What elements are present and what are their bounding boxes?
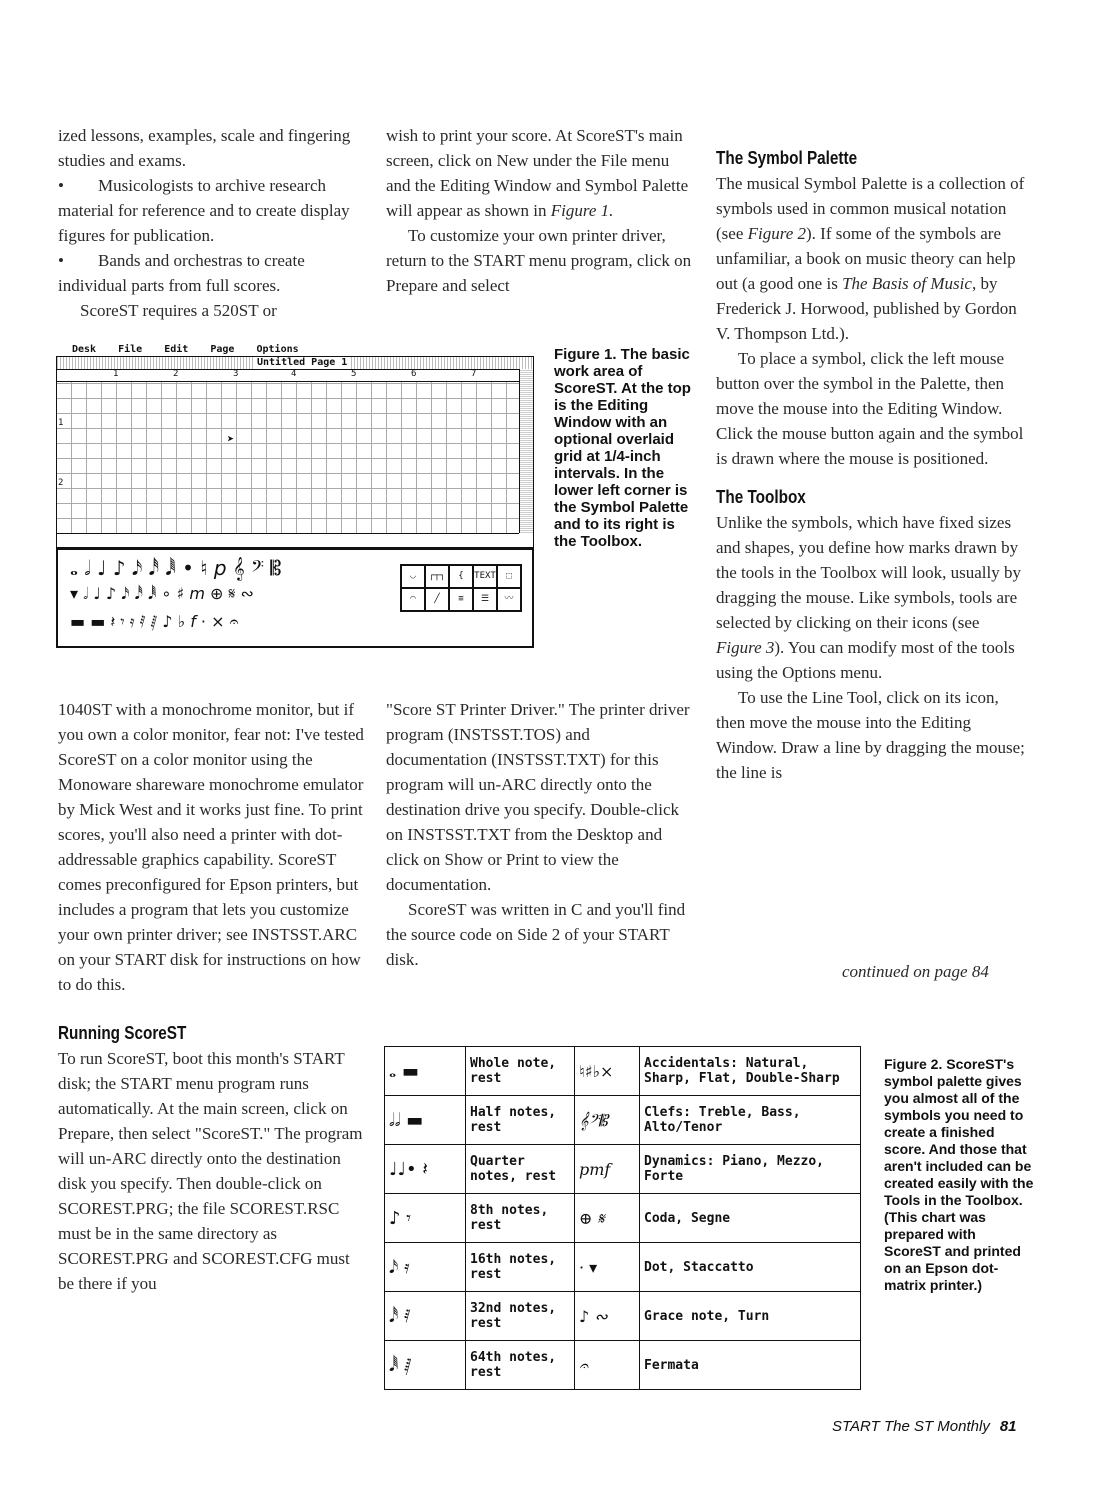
- page-number: 81: [999, 1418, 1017, 1435]
- symbol-name: Dot, Staccatto: [640, 1243, 861, 1292]
- text-tool-icon: TEXT: [473, 565, 497, 588]
- horizontal-scrollbar: [57, 533, 519, 547]
- mouse-pointer-icon: ➤: [227, 432, 235, 446]
- select-tool-icon: ⬚: [497, 565, 521, 588]
- symbol-sample: ♩♩• 𝄽: [385, 1145, 466, 1194]
- figure-2-caption: Figure 2. ScoreST's symbol palette gives you almost all of the symbols you need to create a finished score. And those that aren't included can be created easily with the Tools in the Toolbox. (This chart was prepared with ScoreST and printed on an Epson dot-matrix printer.): [884, 1056, 1034, 1293]
- symbol-sample: 𝅗𝅥𝅗𝅥 ▬: [385, 1096, 466, 1145]
- toolbox: [400, 564, 522, 612]
- editing-window: [56, 356, 534, 548]
- grid-tool-icon: ☰: [473, 588, 497, 611]
- row-label: 1: [58, 418, 64, 428]
- chart-row: [385, 1194, 861, 1243]
- staff-tool-icon: ≡: [449, 588, 473, 611]
- paragraph: wish to print your score. At ScoreST's main screen, click on New under the File menu and the Editing Window and Symbol Palette will appear as shown in Figure 1.: [386, 126, 689, 220]
- paragraph: Unlike the symbols, which have fixed sizes and shapes, you define how marks drawn by the tools in the Toolbox will look, usually by dragging the mouse. Like symbols, tools are selected by clicking on their icons (see Figure 3). You can modify most of the tools using the Options menu.: [716, 513, 1021, 682]
- ruler-mark: 6: [411, 369, 417, 379]
- symbol-sample: ♪ ∾: [575, 1292, 640, 1341]
- chart-row: [385, 1292, 861, 1341]
- ruler-mark: 3: [233, 369, 239, 379]
- paragraph: ScoreST requires a 520ST or: [80, 301, 277, 320]
- symbol-sample: 𝅝 ▬: [385, 1047, 466, 1096]
- symbol-name: 64th notes, rest: [466, 1341, 575, 1390]
- symbol-sample: 𝅘𝅥𝅯 𝄿: [385, 1243, 466, 1292]
- ruler-mark: 2: [173, 369, 179, 379]
- ruler-mark: 1: [113, 369, 119, 379]
- chart-row: [385, 1047, 861, 1096]
- chart-row: [385, 1243, 861, 1292]
- symbol-name: 8th notes, rest: [466, 1194, 575, 1243]
- symbol-name: Dynamics: Piano, Mezzo, Forte: [640, 1145, 861, 1194]
- symbol-palette: [56, 548, 534, 648]
- symbol-sample: ⊕ 𝄋: [575, 1194, 640, 1243]
- symbol-name: Quarter notes, rest: [466, 1145, 575, 1194]
- column-3: [716, 146, 1026, 785]
- paragraph: To customize your own printer driver, return to the START menu program, click on Prepare and select: [386, 226, 692, 295]
- symbol-name: 16th notes, rest: [466, 1243, 575, 1292]
- paragraph: To use the Line Tool, click on its icon, then move the mouse into the Editing Window. Draw a line by dragging the mouse; the line is: [716, 688, 1025, 782]
- paragraph: ized lessons, examples, scale and fingering studies and exams.: [58, 126, 351, 170]
- paragraph: To run ScoreST, boot this month's START disk; the START menu program runs automatically. At the main screen, click on Prepare, then select "ScoreST." The program will un-ARC directly onto the destination disk you specify. Then double-click on SCOREST.PRG; the file SCOREST.RSC must be in the same directory as SCOREST.PRG and SCOREST.CFG must be there if you: [58, 1049, 363, 1293]
- column-2-top: [386, 123, 692, 298]
- menu-desk: Desk: [72, 344, 97, 355]
- symbol-name: Coda, Segne: [640, 1194, 861, 1243]
- figure-1-screenshot: [56, 344, 534, 648]
- slur-tool-icon: ◡: [401, 565, 425, 588]
- symbol-sample: pmf: [575, 1145, 640, 1194]
- symbol-row-2: ▾ 𝅗𝅥 ♩ ♪ 𝅘𝅥𝅯 𝅘𝅥𝅰 𝅘𝅥𝅱 ∘ ♯ m ⊕ 𝄋 ∾: [70, 584, 254, 603]
- menu-options: Options: [256, 344, 299, 355]
- editing-grid: [57, 382, 519, 533]
- column-2-bottom: [386, 697, 692, 972]
- section-heading: Running ScoreST: [58, 1023, 187, 1043]
- chart-row: [385, 1341, 861, 1390]
- bullet-item: • Musicologists to archive research material for reference and to create display figures for publication.: [58, 176, 350, 245]
- ruler-mark: 4: [291, 369, 297, 379]
- page-footer: START The ST Monthly 81: [832, 1418, 1017, 1435]
- line-tool-icon: ╱: [425, 588, 449, 611]
- ruler: [57, 369, 519, 382]
- paragraph: To place a symbol, click the left mouse button over the symbol in the Palette, then move the mouse into the Editing Window. Click the mouse button again and the symbol is drawn where the mouse is positioned.: [716, 349, 1024, 468]
- column-1-bottom: [58, 697, 366, 1296]
- ruler-mark: 5: [351, 369, 357, 379]
- section-heading: The Symbol Palette: [716, 148, 858, 168]
- symbol-sample: ♪ 𝄾: [385, 1194, 466, 1243]
- vertical-scrollbar: [519, 369, 533, 533]
- beam-tool-icon: ┌┬┐: [425, 565, 449, 588]
- symbol-name: 32nd notes, rest: [466, 1292, 575, 1341]
- symbol-row-1: 𝅝 𝅗𝅥 ♩ ♪ 𝅘𝅥𝅯 𝅘𝅥𝅰 𝅘𝅥𝅱 • ♮ p 𝄞 𝄢 𝄡: [70, 556, 282, 580]
- symbol-sample: · ▾: [575, 1243, 640, 1292]
- figure-1-caption: Figure 1. The basic work area of ScoreST. At the top is the Editing Window with an optional overlaid grid at 1/4-inch intervals. In the lower left corner is the Symbol Palette and to its right is the Toolbox.: [554, 346, 691, 550]
- menu-bar: [56, 344, 534, 356]
- symbol-sample: ♮♯♭×: [575, 1047, 640, 1096]
- window-title: Untitled Page 1: [253, 357, 351, 369]
- column-1-top: [58, 123, 366, 323]
- symbol-sample: 𝅘𝅥𝅰 𝅀: [385, 1292, 466, 1341]
- row-label: 2: [58, 478, 64, 488]
- continued-note: continued on page 84: [842, 962, 989, 981]
- figure-2-symbol-chart: [384, 1046, 861, 1390]
- symbol-name: Whole note, rest: [466, 1047, 575, 1096]
- symbol-sample: 𝄞𝄢𝄡: [575, 1096, 640, 1145]
- symbol-name: Clefs: Treble, Bass, Alto/Tenor: [640, 1096, 861, 1145]
- menu-file: File: [118, 344, 143, 355]
- symbol-sample: 𝄐: [575, 1341, 640, 1390]
- tie-tool-icon: ◠: [401, 588, 425, 611]
- brace-tool-icon: {: [449, 565, 473, 588]
- chart-row: [385, 1096, 861, 1145]
- symbol-name: Accidentals: Natural, Sharp, Flat, Double-Sharp: [640, 1047, 861, 1096]
- paragraph: 1040ST with a monochrome monitor, but if you own a color monitor, fear not: I've tested ScoreST on a color monitor using the Monoware shareware monochrome emulator by Mick West and it works just fine. To print scores, you'll also need a printer with dot-addressable graphics capability. ScoreST comes preconfigured for Epson printers, but includes a program that lets you customize your own printer driver; see INSTSST.ARC on your START disk for instructions on how to do this.: [58, 700, 364, 994]
- section-heading: The Toolbox: [716, 487, 806, 507]
- symbol-name: Grace note, Turn: [640, 1292, 861, 1341]
- symbol-name: Half notes, rest: [466, 1096, 575, 1145]
- symbol-sample: 𝅘𝅥𝅱 𝅁: [385, 1341, 466, 1390]
- ruler-mark: 7: [471, 369, 477, 379]
- chart-row: [385, 1145, 861, 1194]
- menu-page: Page: [210, 344, 235, 355]
- paragraph: ScoreST was written in C and you'll find the source code on Side 2 of your START disk.: [386, 900, 686, 969]
- trill-tool-icon: 〰: [497, 588, 521, 611]
- paragraph: The musical Symbol Palette is a collection of symbols used in common musical notation (see Figure 2). If some of the symbols are unfamiliar, a book on music theory can help out (a good one is The Basis of Music, by Frederick J. Horwood, published by Gordon V. Thompson Ltd.).: [716, 174, 1025, 343]
- bullet-item: • Bands and orchestras to create individual parts from full scores.: [58, 251, 305, 295]
- menu-edit: Edit: [164, 344, 189, 355]
- paragraph: "Score ST Printer Driver." The printer driver program (INSTSST.TOS) and documentation (INSTSST.TXT) for this program will un-ARC directly onto the destination drive you specify. Double-click on INSTSST.TXT from the Desktop and click on Show or Print to view the documentation.: [386, 700, 690, 894]
- symbol-row-3: ▬ ▬ 𝄽 𝄾 𝄿 𝅀 𝅁 ♪ ♭ f · × 𝄐: [70, 612, 239, 631]
- symbol-name: Fermata: [640, 1341, 861, 1390]
